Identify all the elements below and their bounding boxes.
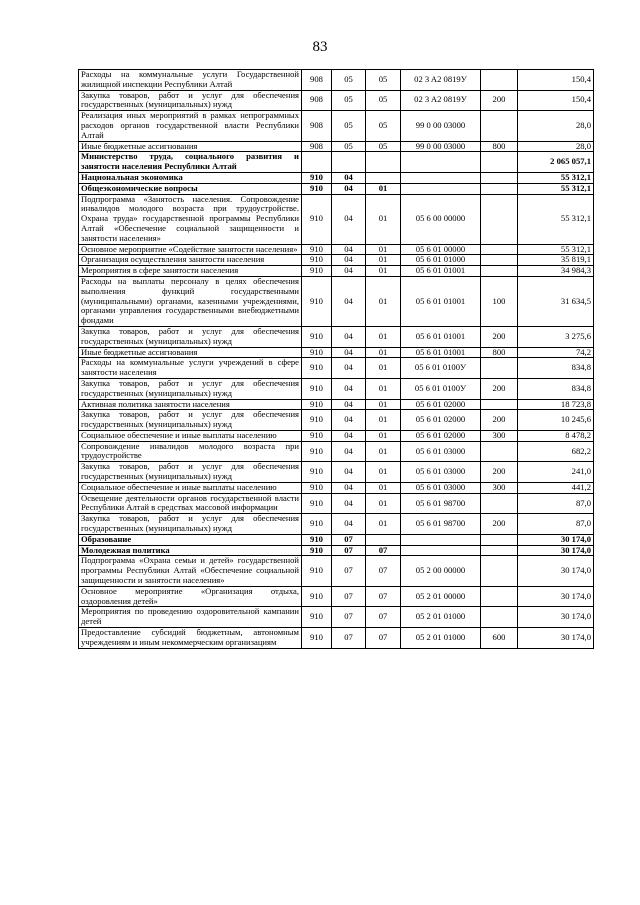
ministry-code-cell: 910 [302,410,332,431]
expense-type-cell: 200 [481,90,518,111]
expense-type-cell: 800 [481,141,518,152]
row-name-cell: Организация осуществления занятости населения [79,255,302,266]
table-row [79,545,594,556]
target-article-cell: 05 6 01 01000 [401,255,481,266]
ministry-code-cell: 910 [302,430,332,441]
target-article-cell [401,545,481,556]
table-row [79,255,594,266]
ministry-code-cell: 910 [302,441,332,462]
target-article-cell: 05 6 01 0100У [401,358,481,379]
table-row [79,586,594,607]
target-article-cell: 05 6 01 03000 [401,482,481,493]
section-code-cell: 07 [332,545,366,556]
ministry-code-cell: 910 [302,358,332,379]
row-name-cell: Закупка товаров, работ и услуг для обеспечения государственных (муниципальных) нужд [79,378,302,399]
amount-cell: 55 312,1 [518,183,594,194]
section-code-cell: 04 [332,276,366,326]
expense-type-cell: 100 [481,276,518,326]
subsection-code-cell: 07 [366,556,401,586]
table-row [79,482,594,493]
amount-cell: 55 312,1 [518,244,594,255]
section-code-cell: 04 [332,183,366,194]
expense-type-cell [481,244,518,255]
subsection-code-cell: 07 [366,586,401,607]
section-code-cell: 04 [332,347,366,358]
row-name-cell: Закупка товаров, работ и услуг для обеспечения государственных (муниципальных) нужд [79,462,302,483]
expense-type-cell [481,266,518,277]
target-article-cell: 05 6 01 02000 [401,399,481,410]
subsection-code-cell: 01 [366,410,401,431]
subsection-code-cell: 01 [366,441,401,462]
row-name-cell: Закупка товаров, работ и услуг для обеспечения государственных (муниципальных) нужд [79,410,302,431]
section-code-cell: 04 [332,493,366,514]
section-code-cell: 04 [332,514,366,535]
table-row [79,607,594,628]
row-name-cell: Социальное обеспечение и иные выплаты населению [79,482,302,493]
table-row [79,347,594,358]
ministry-code-cell: 910 [302,607,332,628]
subsection-code-cell: 07 [366,628,401,649]
section-code-cell: 04 [332,462,366,483]
section-code-cell: 07 [332,628,366,649]
table-row [79,556,594,586]
target-article-cell [401,183,481,194]
subsection-code-cell: 01 [366,183,401,194]
subsection-code-cell: 01 [366,378,401,399]
row-name-cell: Расходы на коммунальные услуги Государственной жилищной инспекции Республики Алтай [79,70,302,91]
ministry-code-cell: 910 [302,556,332,586]
expense-type-cell [481,399,518,410]
subsection-code-cell: 01 [366,347,401,358]
subsection-code-cell: 01 [366,493,401,514]
expense-type-cell [481,441,518,462]
expense-type-cell [481,607,518,628]
target-article-cell: 05 6 01 01001 [401,276,481,326]
ministry-code-cell: 910 [302,586,332,607]
expense-type-cell [481,111,518,141]
subsection-code-cell [366,534,401,545]
row-name-cell: Подпрограмма «Занятость населения. Сопровождение инвалидов молодого возраста при трудоустройстве. Охрана труда» государственной программы Республики Алтай «Обеспечение социальной защищенности и занятости населения» [79,194,302,244]
amount-cell: 834,8 [518,358,594,379]
section-code-cell: 04 [332,244,366,255]
amount-cell: 2 065 057,1 [518,152,594,173]
row-name-cell: Молодежная политика [79,545,302,556]
ministry-code-cell: 910 [302,378,332,399]
row-name-cell: Расходы на выплаты персоналу в целях обеспечения выполнения функций государственными (муниципальными) органами, казенными учреждениями, органами управления государственными внебюджетными фондами [79,276,302,326]
expense-type-cell: 200 [481,514,518,535]
amount-cell: 31 634,5 [518,276,594,326]
section-code-cell [332,152,366,173]
ministry-code-cell: 910 [302,462,332,483]
subsection-code-cell: 01 [366,399,401,410]
table-row [79,399,594,410]
row-name-cell: Расходы на коммунальные услуги учреждений в сфере занятости населения [79,358,302,379]
row-name-cell: Основное мероприятие «Организация отдыха, оздоровления детей» [79,586,302,607]
section-code-cell: 04 [332,410,366,431]
target-article-cell: 05 6 01 01001 [401,347,481,358]
expense-type-cell: 300 [481,430,518,441]
ministry-code-cell: 910 [302,255,332,266]
section-code-cell: 04 [332,326,366,347]
ministry-code-cell: 908 [302,111,332,141]
ministry-code-cell: 910 [302,493,332,514]
expense-type-cell [481,493,518,514]
amount-cell: 34 984,3 [518,266,594,277]
expense-type-cell [481,534,518,545]
target-article-cell [401,172,481,183]
section-code-cell: 04 [332,266,366,277]
table-row [79,244,594,255]
subsection-code-cell: 01 [366,244,401,255]
expense-type-cell: 200 [481,410,518,431]
table-row [79,410,594,431]
expense-type-cell [481,172,518,183]
amount-cell: 150,4 [518,70,594,91]
amount-cell: 3 275,6 [518,326,594,347]
row-name-cell: Сопровождение инвалидов молодого возраста при трудоустройстве [79,441,302,462]
ministry-code-cell: 910 [302,172,332,183]
section-code-cell: 04 [332,482,366,493]
ministry-code-cell: 910 [302,399,332,410]
amount-cell: 241,0 [518,462,594,483]
table-row [79,90,594,111]
subsection-code-cell: 07 [366,545,401,556]
amount-cell: 55 312,1 [518,194,594,244]
ministry-code-cell: 910 [302,244,332,255]
row-name-cell: Предоставление субсидий бюджетным, автономным учреждениям и иным некоммерческим организациям [79,628,302,649]
amount-cell: 87,0 [518,514,594,535]
section-code-cell: 07 [332,586,366,607]
row-name-cell: Национальная экономика [79,172,302,183]
expense-type-cell [481,586,518,607]
ministry-code-cell: 908 [302,141,332,152]
expense-type-cell [481,152,518,173]
target-article-cell: 05 6 01 00000 [401,244,481,255]
expense-type-cell [481,545,518,556]
row-name-cell: Подпрограмма «Охрана семьи и детей» государственной программы Республики Алтай «Обеспечение социальной защищенности и занятости населения» [79,556,302,586]
ministry-code-cell: 910 [302,514,332,535]
target-article-cell: 05 6 01 02000 [401,410,481,431]
table-row [79,462,594,483]
amount-cell: 30 174,0 [518,545,594,556]
amount-cell: 441,2 [518,482,594,493]
table-row [79,194,594,244]
amount-cell: 74,2 [518,347,594,358]
table-row [79,141,594,152]
expense-type-cell [481,556,518,586]
table-row [79,358,594,379]
amount-cell: 28,0 [518,141,594,152]
section-code-cell: 04 [332,378,366,399]
ministry-code-cell: 910 [302,545,332,556]
ministry-code-cell [302,152,332,173]
section-code-cell: 04 [332,194,366,244]
expense-type-cell [481,358,518,379]
amount-cell: 30 174,0 [518,628,594,649]
section-code-cell: 07 [332,534,366,545]
target-article-cell: 05 6 01 98700 [401,493,481,514]
amount-cell: 30 174,0 [518,586,594,607]
expense-type-cell [481,255,518,266]
subsection-code-cell: 01 [366,276,401,326]
budget-table [78,69,594,649]
subsection-code-cell: 01 [366,266,401,277]
target-article-cell: 05 6 00 00000 [401,194,481,244]
section-code-cell: 04 [332,441,366,462]
table-row [79,266,594,277]
section-code-cell: 07 [332,607,366,628]
expense-type-cell: 300 [481,482,518,493]
row-name-cell: Мероприятия в сфере занятости населения [79,266,302,277]
subsection-code-cell: 01 [366,514,401,535]
section-code-cell: 05 [332,141,366,152]
target-article-cell: 05 2 01 01000 [401,607,481,628]
target-article-cell [401,152,481,173]
table-row [79,183,594,194]
row-name-cell: Министерство труда, социального развития и занятости населения Республики Алтай [79,152,302,173]
target-article-cell: 05 6 01 0100У [401,378,481,399]
section-code-cell: 04 [332,399,366,410]
target-article-cell: 05 2 01 00000 [401,586,481,607]
subsection-code-cell: 05 [366,70,401,91]
ministry-code-cell: 910 [302,534,332,545]
row-name-cell: Иные бюджетные ассигнования [79,347,302,358]
table-row [79,441,594,462]
row-name-cell: Иные бюджетные ассигнования [79,141,302,152]
table-row [79,514,594,535]
target-article-cell: 05 6 01 03000 [401,462,481,483]
ministry-code-cell: 908 [302,90,332,111]
expense-type-cell: 200 [481,326,518,347]
subsection-code-cell: 05 [366,141,401,152]
row-name-cell: Социальное обеспечение и иные выплаты населению [79,430,302,441]
table-row [79,378,594,399]
amount-cell: 87,0 [518,493,594,514]
subsection-code-cell: 01 [366,482,401,493]
target-article-cell: 05 6 01 01001 [401,326,481,347]
section-code-cell: 07 [332,556,366,586]
section-code-cell: 05 [332,111,366,141]
ministry-code-cell: 910 [302,276,332,326]
subsection-code-cell: 01 [366,326,401,347]
table-row [79,172,594,183]
row-name-cell: Закупка товаров, работ и услуг для обеспечения государственных (муниципальных) нужд [79,326,302,347]
ministry-code-cell: 910 [302,482,332,493]
expense-type-cell: 200 [481,378,518,399]
target-article-cell: 05 6 01 01001 [401,266,481,277]
expense-type-cell [481,194,518,244]
subsection-code-cell: 01 [366,358,401,379]
target-article-cell: 99 0 00 03000 [401,111,481,141]
amount-cell: 28,0 [518,111,594,141]
amount-cell: 8 478,2 [518,430,594,441]
table-row [79,430,594,441]
expense-type-cell: 200 [481,462,518,483]
target-article-cell: 05 6 01 03000 [401,441,481,462]
subsection-code-cell: 05 [366,111,401,141]
amount-cell: 18 723,8 [518,399,594,410]
ministry-code-cell: 910 [302,194,332,244]
row-name-cell: Закупка товаров, работ и услуг для обеспечения государственных (муниципальных) нужд [79,90,302,111]
target-article-cell: 99 0 00 03000 [401,141,481,152]
subsection-code-cell: 01 [366,430,401,441]
section-code-cell: 04 [332,172,366,183]
subsection-code-cell: 01 [366,194,401,244]
amount-cell: 150,4 [518,90,594,111]
table-row [79,70,594,91]
expense-type-cell [481,70,518,91]
ministry-code-cell: 910 [302,628,332,649]
ministry-code-cell: 910 [302,266,332,277]
amount-cell: 30 174,0 [518,534,594,545]
amount-cell: 55 312,1 [518,172,594,183]
table-row [79,326,594,347]
amount-cell: 35 819,1 [518,255,594,266]
table-row [79,534,594,545]
table-row [79,152,594,173]
expense-type-cell: 800 [481,347,518,358]
table-row [79,628,594,649]
section-code-cell: 04 [332,255,366,266]
expense-type-cell: 600 [481,628,518,649]
target-article-cell: 05 6 01 98700 [401,514,481,535]
section-code-cell: 04 [332,430,366,441]
page-number: 83 [312,39,328,55]
target-article-cell: 02 3 A2 0819У [401,70,481,91]
amount-cell: 30 174,0 [518,556,594,586]
ministry-code-cell: 910 [302,183,332,194]
expense-type-cell [481,183,518,194]
ministry-code-cell: 910 [302,347,332,358]
row-name-cell: Реализация иных мероприятий в рамках непрограммных расходов органов государственной власти Республики Алтай [79,111,302,141]
table-row [79,111,594,141]
row-name-cell: Образование [79,534,302,545]
budget-table-body [79,70,594,649]
row-name-cell: Основное мероприятие «Содействие занятости населения» [79,244,302,255]
subsection-code-cell: 05 [366,90,401,111]
row-name-cell: Освещение деятельности органов государственной власти Республики Алтай в средствах массовой информации [79,493,302,514]
amount-cell: 30 174,0 [518,607,594,628]
subsection-code-cell [366,152,401,173]
target-article-cell: 05 2 00 00000 [401,556,481,586]
subsection-code-cell: 01 [366,255,401,266]
table-row [79,276,594,326]
ministry-code-cell: 908 [302,70,332,91]
ministry-code-cell: 910 [302,326,332,347]
target-article-cell: 02 3 A2 0819У [401,90,481,111]
subsection-code-cell [366,172,401,183]
subsection-code-cell: 07 [366,607,401,628]
subsection-code-cell: 01 [366,462,401,483]
amount-cell: 834,8 [518,378,594,399]
row-name-cell: Активная политика занятости населения [79,399,302,410]
amount-cell: 10 245,6 [518,410,594,431]
section-code-cell: 05 [332,70,366,91]
section-code-cell: 04 [332,358,366,379]
target-article-cell [401,534,481,545]
row-name-cell: Мероприятия по проведению оздоровительной кампании детей [79,607,302,628]
section-code-cell: 05 [332,90,366,111]
row-name-cell: Общеэкономические вопросы [79,183,302,194]
amount-cell: 682,2 [518,441,594,462]
target-article-cell: 05 6 01 02000 [401,430,481,441]
table-row [79,493,594,514]
target-article-cell: 05 2 01 01000 [401,628,481,649]
row-name-cell: Закупка товаров, работ и услуг для обеспечения государственных (муниципальных) нужд [79,514,302,535]
